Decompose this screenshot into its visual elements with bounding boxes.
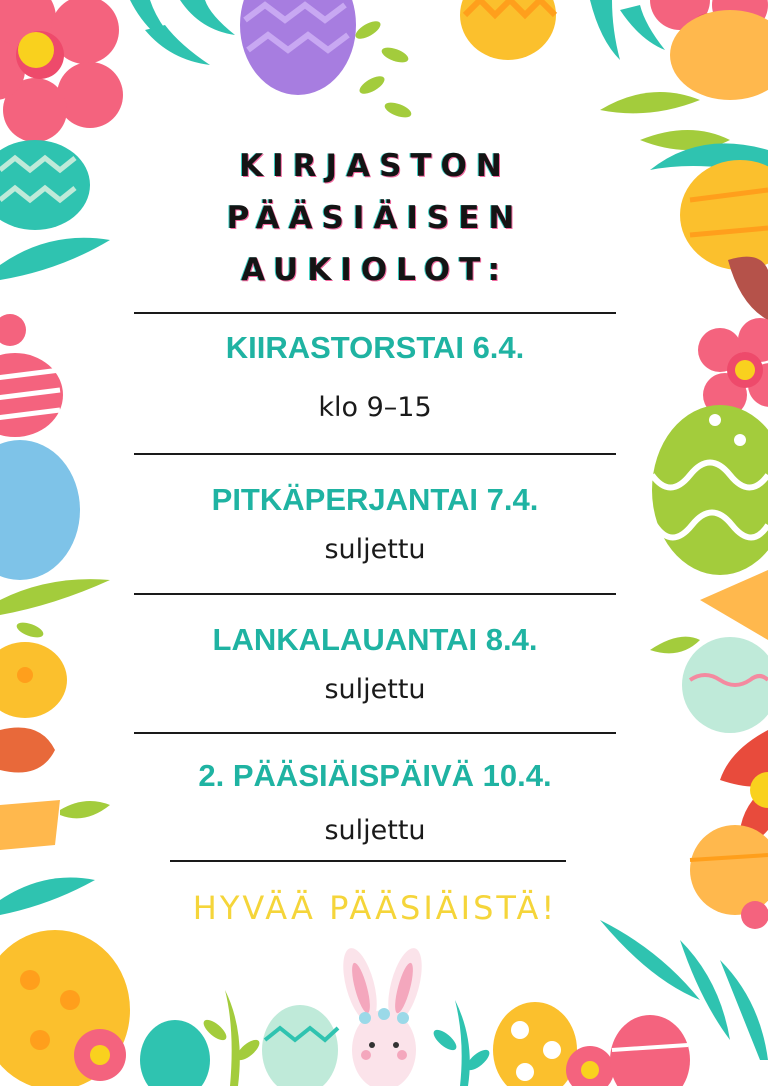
divider bbox=[134, 593, 616, 595]
divider bbox=[134, 312, 616, 314]
easter-egg-icon bbox=[682, 637, 768, 733]
easter-egg-icon bbox=[460, 0, 556, 60]
leaf-icon bbox=[353, 18, 413, 121]
easter-egg-icon bbox=[262, 1005, 338, 1086]
easter-egg-icon bbox=[680, 160, 768, 270]
easter-egg-icon bbox=[610, 1015, 690, 1086]
flower-icon bbox=[741, 901, 768, 929]
divider bbox=[170, 860, 566, 862]
leaf-icon bbox=[0, 728, 55, 773]
divider bbox=[134, 453, 616, 455]
carrot-icon bbox=[0, 800, 110, 850]
title-line: AUKIOLOT: bbox=[241, 252, 509, 288]
flower-icon bbox=[698, 318, 768, 417]
day-label: LANKALAUANTAI 8.4. bbox=[212, 622, 538, 657]
leaf-icon bbox=[430, 1000, 492, 1086]
easter-egg-icon bbox=[493, 1002, 577, 1086]
schedule-panel bbox=[130, 140, 620, 927]
flower-icon bbox=[0, 314, 26, 346]
easter-egg-icon bbox=[0, 140, 90, 230]
easter-egg-icon bbox=[140, 1020, 210, 1086]
easter-egg-icon bbox=[0, 642, 67, 718]
day-label: 2. PÄÄSIÄISPÄIVÄ 10.4. bbox=[198, 758, 552, 793]
flower-icon bbox=[74, 1029, 126, 1081]
carrot-icon bbox=[650, 570, 768, 653]
title-line: PÄÄSIÄISEN bbox=[226, 200, 524, 236]
leaf-icon bbox=[130, 0, 235, 65]
opening-hours: suljettu bbox=[324, 534, 426, 565]
leaf-icon bbox=[0, 878, 95, 916]
page-title bbox=[130, 140, 620, 296]
leaf-icon bbox=[0, 579, 110, 640]
leaf-icon bbox=[0, 238, 110, 280]
easter-egg-icon bbox=[240, 0, 356, 95]
easter-egg-icon bbox=[0, 353, 63, 437]
opening-hours: klo 9–15 bbox=[318, 392, 432, 423]
leaf-icon bbox=[200, 990, 262, 1086]
title-line: KIRJASTON bbox=[239, 148, 511, 184]
easter-egg-icon bbox=[0, 440, 80, 580]
opening-hours: suljettu bbox=[324, 815, 426, 846]
flower-icon bbox=[0, 0, 123, 142]
bunny-icon bbox=[337, 945, 429, 1086]
day-label: KIIRASTORSTAI 6.4. bbox=[225, 330, 525, 365]
opening-hours: suljettu bbox=[324, 674, 426, 705]
divider bbox=[134, 732, 616, 734]
easter-egg-icon bbox=[652, 405, 768, 575]
day-label: PITKÄPERJANTAI 7.4. bbox=[211, 482, 539, 517]
leaf-icon bbox=[728, 257, 768, 320]
easter-greeting: HYVÄÄ PÄÄSIÄISTÄ! bbox=[192, 889, 558, 927]
